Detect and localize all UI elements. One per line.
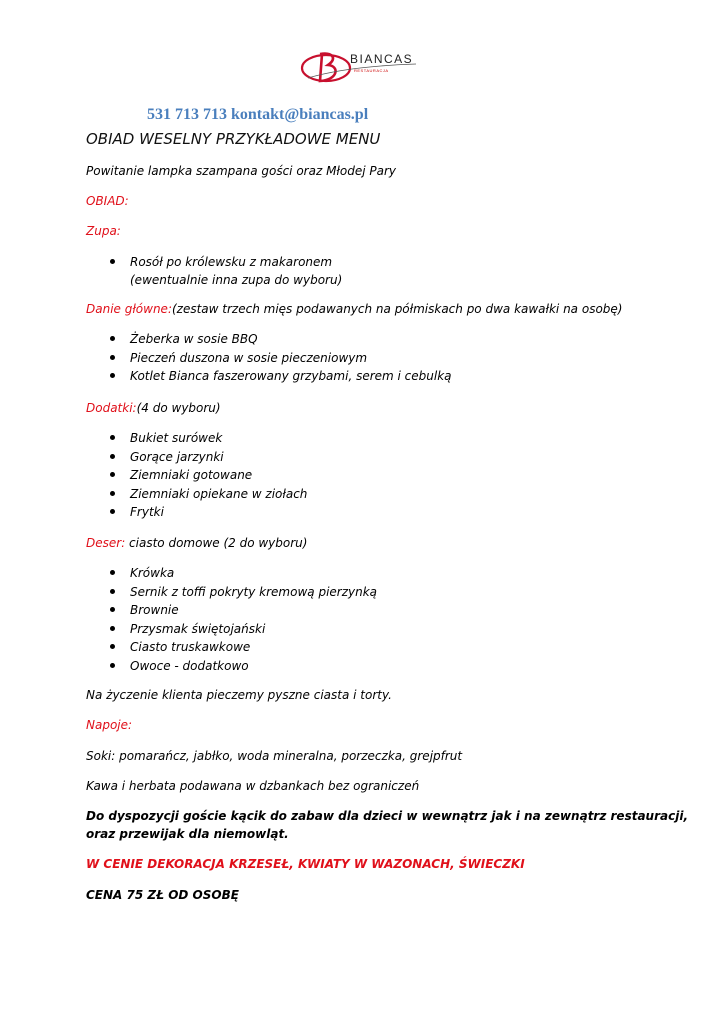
dodatki-list <box>110 429 307 522</box>
menu-title: OBIAD WESELNY PRZYKŁADOWE MENU <box>86 130 381 148</box>
welcome-text: Powitanie lampka szampana gości oraz Młodej Pary <box>86 164 396 178</box>
list-item: Kotlet Bianca faszerowany grzybami, serem i cebulką <box>110 367 452 386</box>
danie-heading: Danie główne:(zestaw trzech mięs podawanych na półmiskach po dwa kawałki na osobę) <box>86 302 623 316</box>
list-item: Przysmak świętojański <box>110 620 377 639</box>
list-item: Frytki <box>110 503 307 522</box>
kids-corner-line-1: Do dyspozycji goście kącik do zabaw dla dzieci w wewnątrz jak i na zewnątrz restauracji, <box>86 809 688 823</box>
contact-line: 531 713 713 kontakt@biancas.pl <box>147 106 369 123</box>
list-item: Bukiet surówek <box>110 429 307 448</box>
list-item: Brownie <box>110 601 377 620</box>
napoje-heading: Napoje: <box>86 718 133 732</box>
price-line: CENA 75 ZŁ OD OSOBĘ <box>86 888 239 902</box>
list-item: Pieczeń duszona w sosie pieczeniowym <box>110 349 452 368</box>
logo-tagline: RESTAURACJA <box>354 68 389 73</box>
biancas-logo <box>298 48 422 88</box>
list-item: Rosół po królewsku z makaronem (ewentualnie inna zupa do wyboru) <box>110 253 342 290</box>
zupa-heading: Zupa: <box>86 224 121 238</box>
zupa-list <box>110 253 342 290</box>
danie-list <box>110 330 452 386</box>
list-item: Gorące jarzynki <box>110 448 307 467</box>
list-item: Sernik z toffi pokryty kremową pierzynką <box>110 583 377 602</box>
kids-corner-line-2: oraz przewijak dla niemowląt. <box>86 827 289 841</box>
list-item: Ziemniaki opiekane w ziołach <box>110 485 307 504</box>
decor-line: W CENIE DEKORACJA KRZESEŁ, KWIATY W WAZONACH, ŚWIECZKI <box>86 857 525 871</box>
list-item: Żeberka w sosie BBQ <box>110 330 452 349</box>
dodatki-heading: Dodatki:(4 do wyboru) <box>86 401 221 415</box>
kawa-line: Kawa i herbata podawana w dzbankach bez ograniczeń <box>86 779 420 793</box>
logo-wordmark: BIANCAS <box>350 52 414 66</box>
list-item: Krówka <box>110 564 377 583</box>
list-item: Ciasto truskawkowe <box>110 638 377 657</box>
deser-heading: Deser: ciasto domowe (2 do wyboru) <box>86 536 308 550</box>
list-item: Ziemniaki gotowane <box>110 466 307 485</box>
deser-list <box>110 564 377 675</box>
soki-line: Soki: pomarańcz, jabłko, woda mineralna, porzeczka, grejpfrut <box>86 749 463 763</box>
list-item: Owoce - dodatkowo <box>110 657 377 676</box>
obiad-heading: OBIAD: <box>86 194 129 208</box>
cakes-note: Na życzenie klienta pieczemy pyszne ciasta i torty. <box>86 688 392 702</box>
